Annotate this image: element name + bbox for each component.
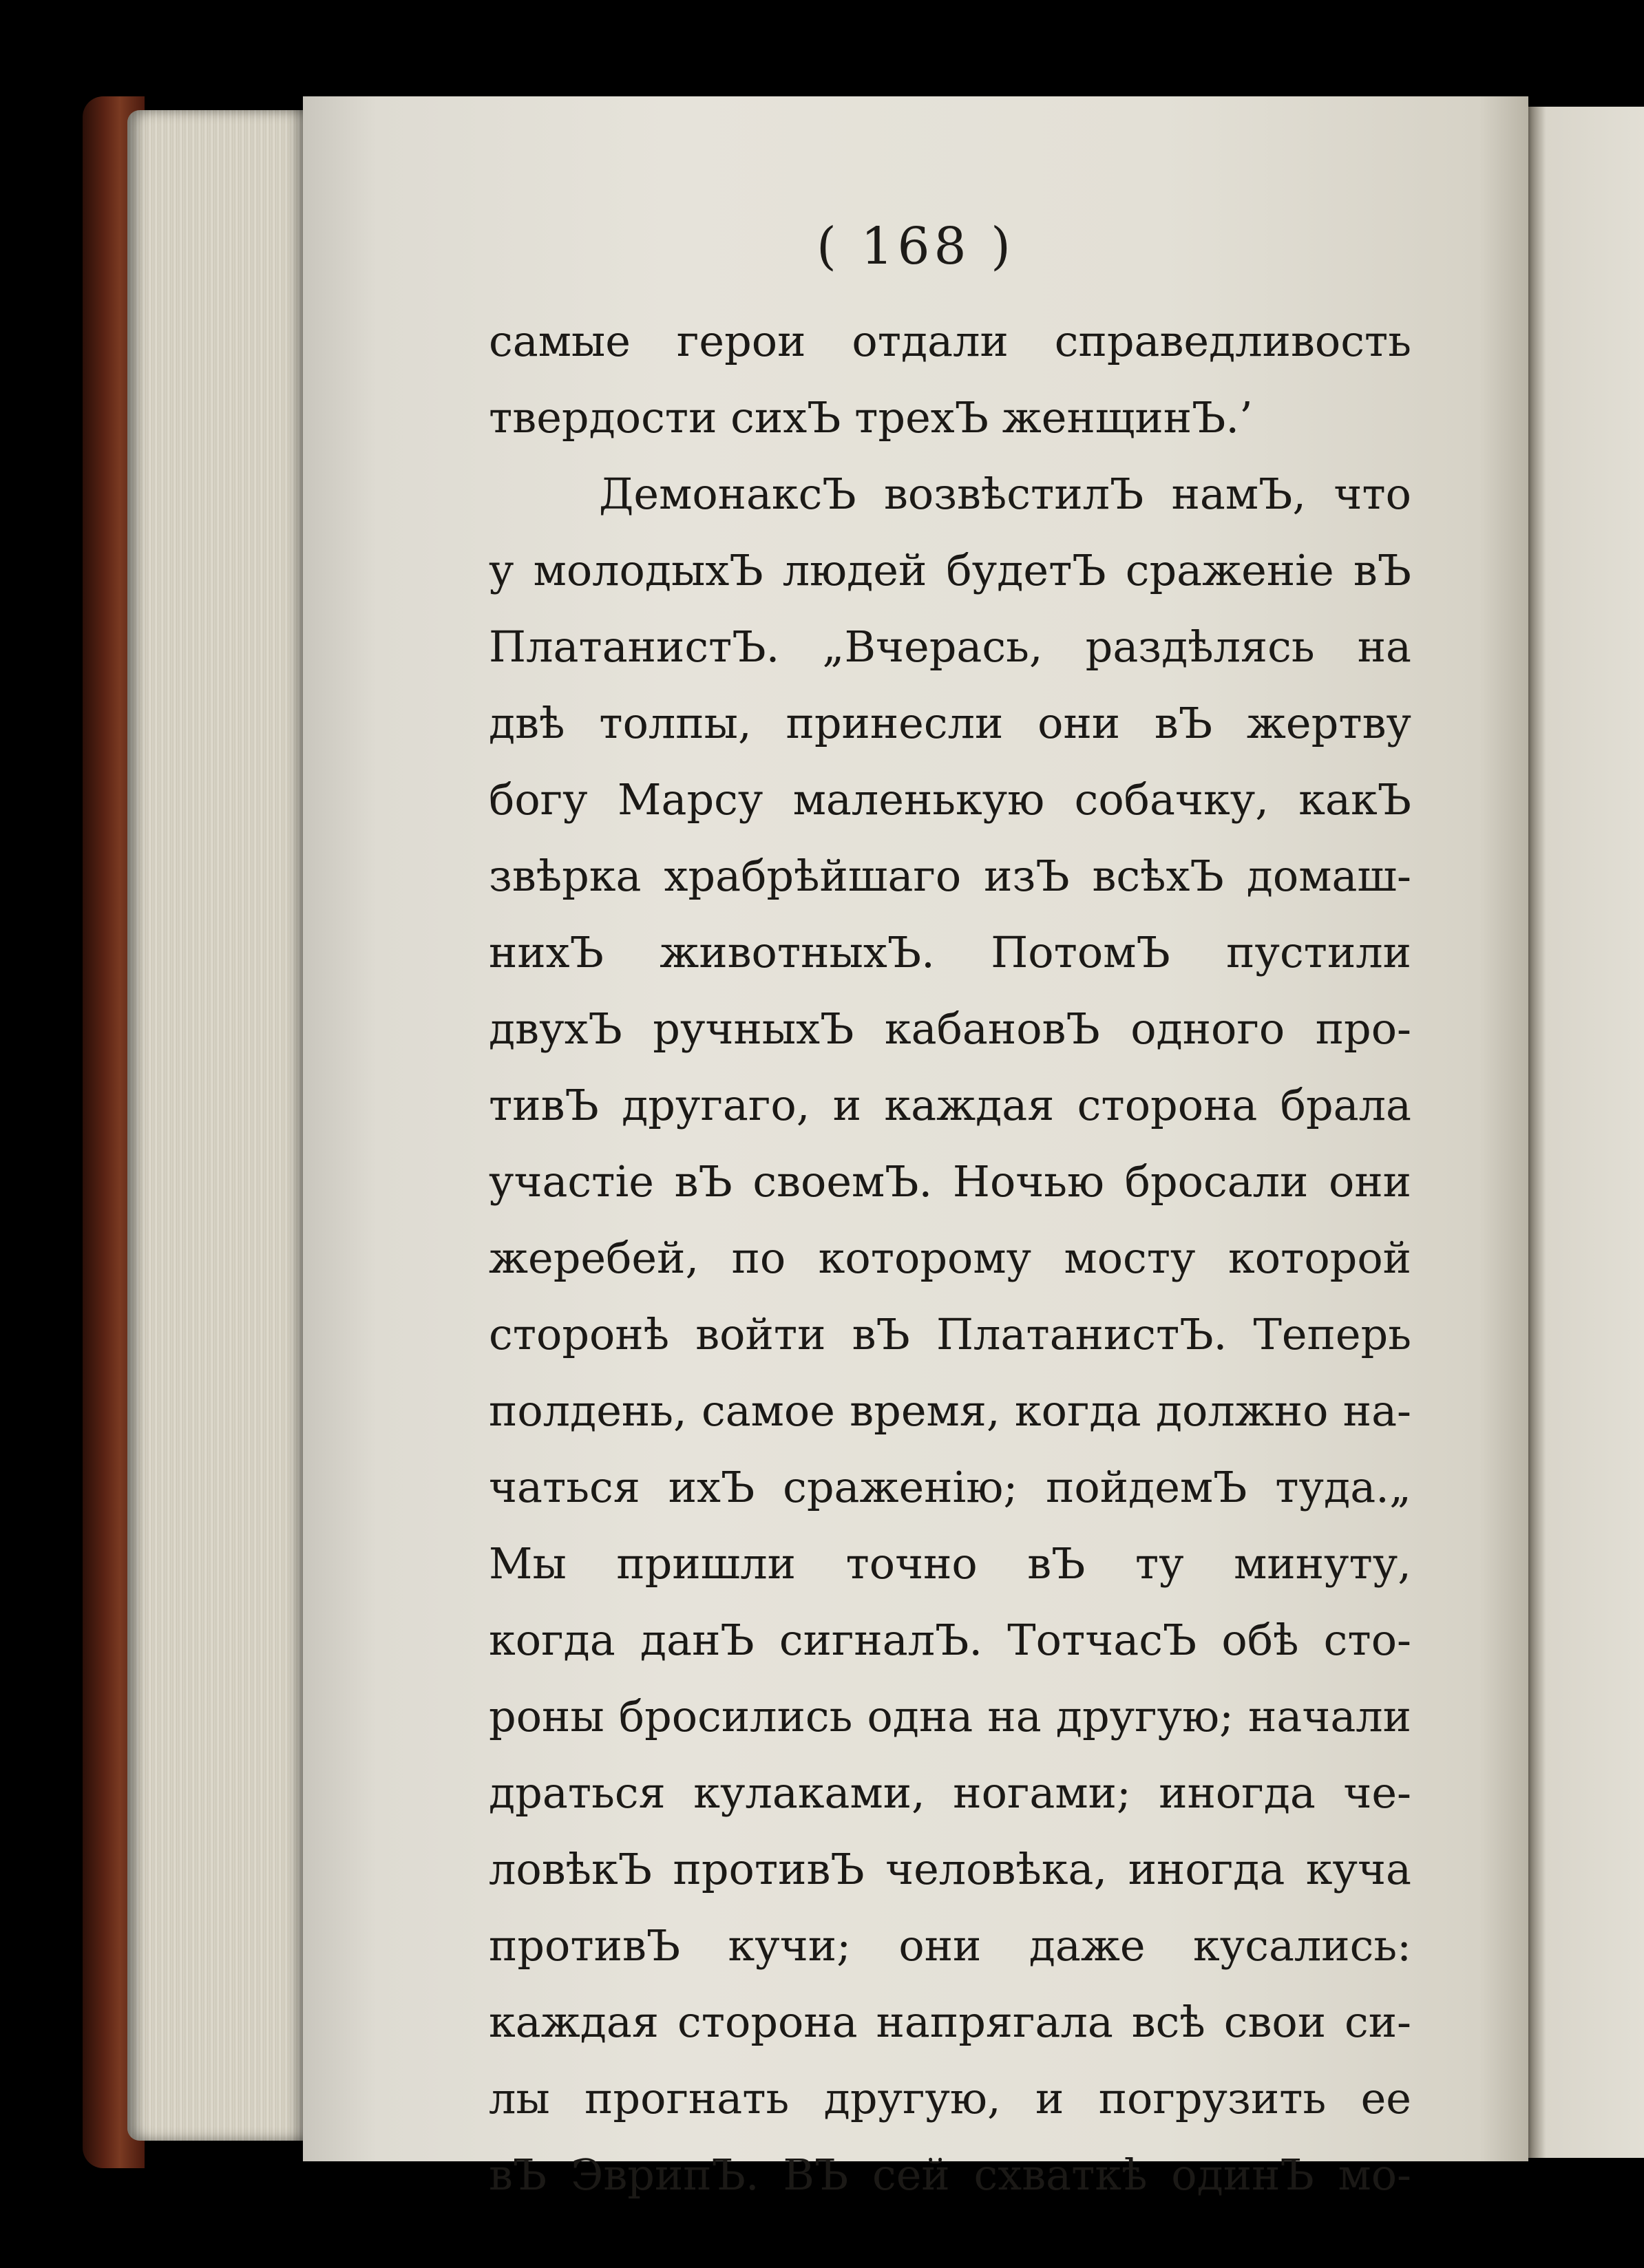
text-line: ПлатанистЪ. „Вчерась, раздѣлясь на — [489, 622, 1411, 672]
text-line: полдень, самое время, когда должно на- — [489, 1386, 1411, 1436]
text-line: ДемонаксЪ возвѣстилЪ намЪ, что — [599, 469, 1411, 519]
text-line: твердости сихЪ трехЪ женщинЪ.’ — [489, 392, 1253, 443]
text-line: двухЪ ручныхЪ кабановЪ одного про- — [489, 1004, 1411, 1054]
body-text — [489, 303, 1411, 2213]
text-line: самые герои отдали справедливость — [489, 316, 1411, 366]
text-line: участіе вЪ своемЪ. Ночью бросали они — [489, 1156, 1411, 1207]
text-line: когда данЪ сигналЪ. ТотчасЪ обѣ сто- — [489, 1615, 1411, 1665]
text-line: нихЪ животныхЪ. ПотомЪ пустили — [489, 927, 1411, 977]
text-line: противЪ кучи; они даже кусались: — [489, 1920, 1411, 1971]
text-line: роны бросились одна на другую; начали — [489, 1691, 1411, 1741]
facing-page — [1521, 107, 1644, 2158]
text-line: каждая сторона напрягала всѣ свои си- — [489, 1997, 1411, 2047]
book-page — [303, 96, 1528, 2200]
text-line: драться кулаками, ногами; иногда че- — [489, 1768, 1411, 1818]
text-line: жеребей, по которому мосту которой — [489, 1233, 1411, 1283]
text-line: двѣ толпы, принесли они вЪ жертву — [489, 698, 1411, 748]
text-line: Мы пришли точно вЪ ту минуту, — [489, 1538, 1411, 1589]
text-line: чаться ихЪ сраженію; пойдемЪ туда.„ — [489, 1462, 1411, 1512]
text-line: сторонѣ войти вЪ ПлатанистЪ. Теперь — [489, 1309, 1411, 1359]
text-line: лы прогнать другую, и погрузить ее — [489, 2073, 1411, 2123]
page-edges — [127, 110, 324, 2141]
text-line: ловѣкЪ противЪ человѣка, иногда куча — [489, 1844, 1411, 1894]
page-number: ( 168 ) — [816, 217, 1015, 276]
text-line: у молодыхЪ людей будетЪ сраженіе вЪ — [489, 545, 1411, 595]
text-line: богу Марсу маленькую собачку, какЪ — [489, 774, 1411, 825]
text-line: вЪ ЭврипЪ. ВЪ сей схваткѣ одинЪ мо- — [489, 2150, 1411, 2200]
text-line: звѣрка храбрѣйшаго изЪ всѣхЪ домаш- — [489, 851, 1411, 901]
text-line: тивЪ другаго, и каждая сторона брала — [489, 1080, 1411, 1130]
